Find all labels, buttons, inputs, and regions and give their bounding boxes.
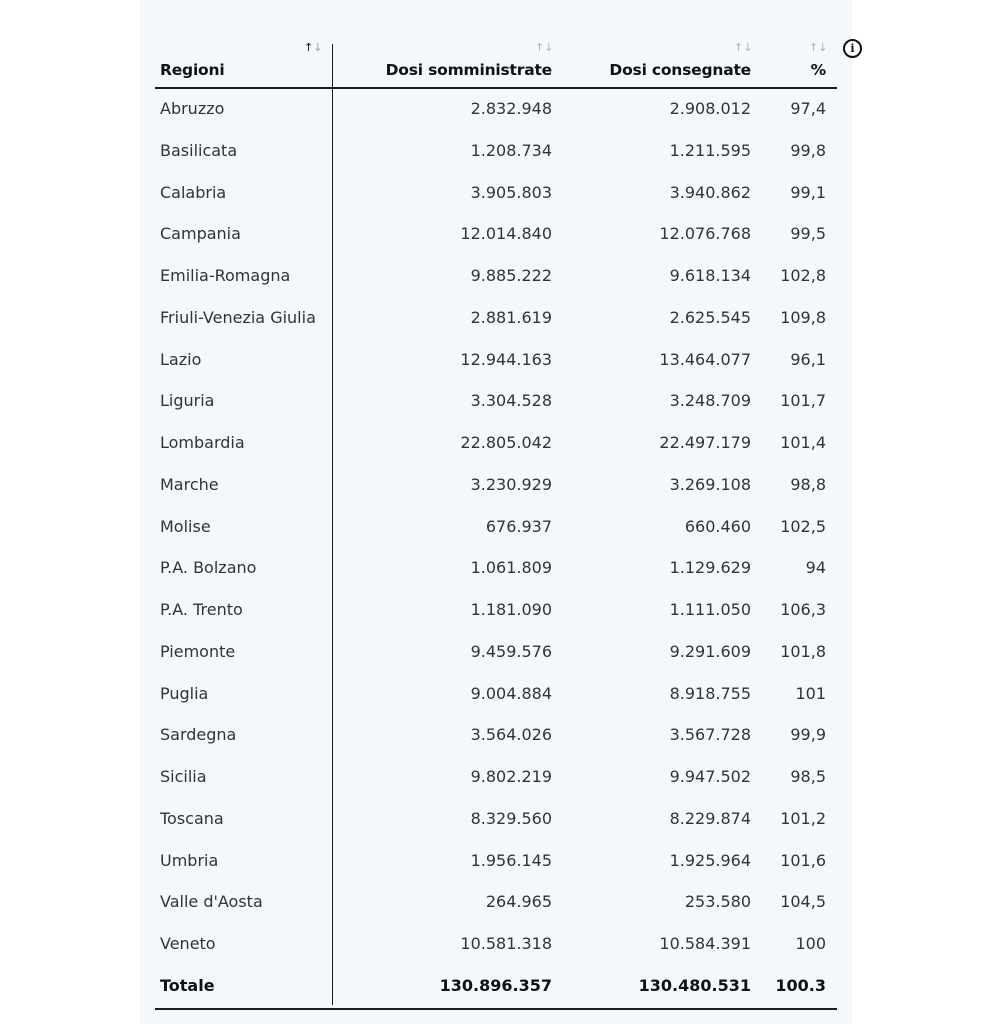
cell-dosi-somministrate: 1.208.734 <box>470 140 552 160</box>
cell-dosi-somministrate: 3.304.528 <box>470 391 552 411</box>
table-body <box>155 89 837 1010</box>
cell-percent: 100.3 <box>775 975 826 995</box>
cell-percent: 109,8 <box>780 307 826 327</box>
header-dosi-consegnate: Dosi consegnate <box>609 61 751 79</box>
table-row <box>155 924 837 966</box>
cell-dosi-consegnate: 22.497.179 <box>659 433 751 452</box>
cell-dosi-consegnate: 1.111.050 <box>669 600 751 619</box>
cell-percent: 99,1 <box>790 182 826 202</box>
cell-dosi-consegnate: 3.248.709 <box>669 391 751 411</box>
table-row <box>155 548 837 590</box>
header-dosi-somministrate: Dosi somministrate <box>385 61 552 79</box>
table-row <box>155 882 837 924</box>
cell-percent: 98,8 <box>790 474 826 494</box>
cell-region: Sicilia <box>160 767 207 786</box>
sort-regioni-icon[interactable]: ↑↓ <box>304 41 323 54</box>
cell-percent: 99,8 <box>790 140 826 160</box>
table-row <box>155 89 837 131</box>
cell-dosi-consegnate: 3.940.862 <box>669 182 751 202</box>
cell-region: P.A. Trento <box>160 600 243 619</box>
cell-percent: 101 <box>795 683 826 703</box>
cell-region: Basilicata <box>160 140 238 160</box>
cell-dosi-consegnate: 9.947.502 <box>669 767 751 786</box>
cell-region: Emilia-Romagna <box>160 266 291 285</box>
cell-dosi-consegnate: 8.918.755 <box>669 683 751 703</box>
cell-percent: 101,2 <box>780 808 826 828</box>
sort-percent-icon[interactable]: ↑↓ <box>809 41 828 54</box>
sort-dosi-consegnate-icon[interactable]: ↑↓ <box>734 41 753 54</box>
cell-dosi-consegnate: 8.229.874 <box>669 808 751 828</box>
cell-dosi-consegnate: 13.464.077 <box>659 349 751 369</box>
cell-dosi-somministrate: 2.832.948 <box>470 99 552 118</box>
cell-dosi-consegnate: 253.580 <box>684 892 751 912</box>
cell-dosi-consegnate: 1.129.629 <box>669 558 751 578</box>
cell-dosi-consegnate: 130.480.531 <box>638 975 751 995</box>
cell-region: Liguria <box>160 391 215 411</box>
cell-dosi-somministrate: 130.896.357 <box>439 975 552 995</box>
cell-dosi-somministrate: 9.885.222 <box>470 266 552 285</box>
cell-percent: 106,3 <box>780 600 826 619</box>
cell-percent: 102,5 <box>780 516 826 536</box>
cell-region: Marche <box>160 474 219 494</box>
cell-dosi-consegnate: 3.567.728 <box>669 725 751 745</box>
table-row <box>155 590 837 632</box>
cell-region: Toscana <box>160 808 224 828</box>
cell-dosi-consegnate: 660.460 <box>684 516 751 536</box>
cell-region: Molise <box>160 516 211 536</box>
cell-region: Lombardia <box>160 433 245 452</box>
cell-percent: 99,9 <box>790 725 826 745</box>
cell-dosi-somministrate: 12.944.163 <box>460 349 552 369</box>
cell-dosi-consegnate: 1.925.964 <box>669 850 751 870</box>
cell-region: Calabria <box>160 182 227 202</box>
table-row <box>155 465 837 507</box>
cell-region: P.A. Bolzano <box>160 558 257 578</box>
sort-dosi-somministrate-icon[interactable]: ↑↓ <box>535 41 554 54</box>
cell-dosi-somministrate: 9.004.884 <box>470 683 552 703</box>
cell-percent: 102,8 <box>780 266 826 285</box>
table-row <box>155 131 837 173</box>
cell-dosi-consegnate: 9.618.134 <box>669 266 751 285</box>
info-icon[interactable]: i <box>843 39 862 58</box>
cell-dosi-consegnate: 2.908.012 <box>669 99 751 118</box>
cell-dosi-somministrate: 12.014.840 <box>460 224 552 244</box>
cell-region: Sardegna <box>160 725 237 745</box>
table-row <box>155 423 837 465</box>
table-row <box>155 214 837 256</box>
cell-region: Umbria <box>160 850 219 870</box>
table-row <box>155 757 837 799</box>
table-row <box>155 715 837 757</box>
cell-dosi-somministrate: 3.230.929 <box>470 474 552 494</box>
cell-percent: 98,5 <box>790 767 826 786</box>
cell-percent: 101,4 <box>780 433 826 452</box>
cell-dosi-somministrate: 3.905.803 <box>470 182 552 202</box>
table-row <box>155 340 837 382</box>
cell-percent: 101,7 <box>780 391 826 411</box>
cell-dosi-somministrate: 3.564.026 <box>470 725 552 745</box>
cell-dosi-somministrate: 1.956.145 <box>470 850 552 870</box>
cell-dosi-consegnate: 3.269.108 <box>669 474 751 494</box>
cell-region: Lazio <box>160 349 202 369</box>
cell-region: Campania <box>160 224 241 244</box>
cell-dosi-consegnate: 10.584.391 <box>659 934 751 953</box>
table-row <box>155 507 837 549</box>
cell-percent: 104,5 <box>780 892 826 912</box>
cell-dosi-somministrate: 1.061.809 <box>470 558 552 578</box>
cell-region: Friuli-Venezia Giulia <box>160 307 316 327</box>
header-percent: % <box>810 61 826 79</box>
cell-percent: 100 <box>795 934 826 953</box>
cell-dosi-consegnate: 12.076.768 <box>659 224 751 244</box>
table-row <box>155 841 837 883</box>
cell-region: Abruzzo <box>160 99 225 118</box>
cell-region: Totale <box>160 975 215 995</box>
cell-percent: 94 <box>805 558 826 578</box>
cell-percent: 101,6 <box>780 850 826 870</box>
table-row <box>155 173 837 215</box>
cell-dosi-somministrate: 9.802.219 <box>470 767 552 786</box>
cell-dosi-somministrate: 2.881.619 <box>470 307 552 327</box>
table-row <box>155 381 837 423</box>
cell-dosi-somministrate: 676.937 <box>485 516 552 536</box>
table-row <box>155 298 837 340</box>
cell-dosi-somministrate: 10.581.318 <box>460 934 552 953</box>
table-row <box>155 256 837 298</box>
vaccine-doses-table <box>155 36 837 1010</box>
cell-region: Puglia <box>160 683 209 703</box>
cell-dosi-somministrate: 264.965 <box>485 892 552 912</box>
cell-percent: 99,5 <box>790 224 826 244</box>
table-row <box>155 799 837 841</box>
table-row <box>155 632 837 674</box>
cell-percent: 97,4 <box>790 99 826 118</box>
cell-region: Veneto <box>160 934 216 953</box>
cell-dosi-somministrate: 1.181.090 <box>470 600 552 619</box>
cell-dosi-somministrate: 22.805.042 <box>460 433 552 452</box>
cell-dosi-consegnate: 2.625.545 <box>669 307 751 327</box>
table-row <box>155 674 837 716</box>
table-total-row <box>155 966 837 1010</box>
cell-percent: 96,1 <box>790 349 826 369</box>
cell-dosi-consegnate: 9.291.609 <box>669 641 751 661</box>
cell-percent: 101,8 <box>780 641 826 661</box>
header-regioni: Regioni <box>160 61 225 79</box>
cell-region: Piemonte <box>160 641 236 661</box>
table-header <box>155 36 837 89</box>
cell-region: Valle d'Aosta <box>160 892 263 912</box>
cell-dosi-somministrate: 8.329.560 <box>470 808 552 828</box>
cell-dosi-somministrate: 9.459.576 <box>470 641 552 661</box>
cell-dosi-consegnate: 1.211.595 <box>669 140 751 160</box>
